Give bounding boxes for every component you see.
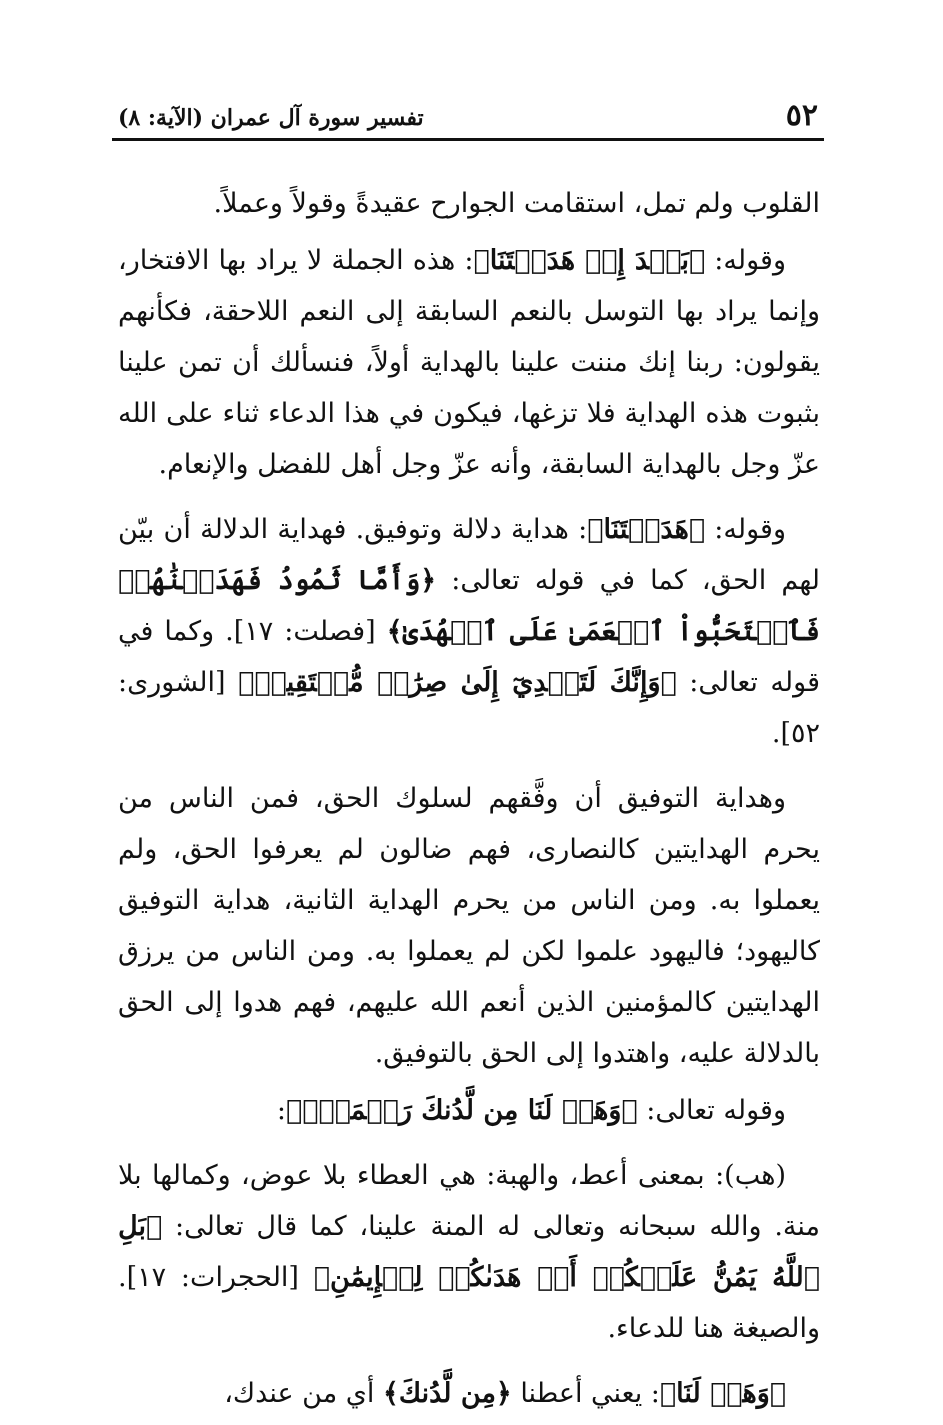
quran-verse: ﴿وَأَمَّا ثَمُودُ فَهَدَيۡنَٰهُمۡ فَٱسۡتَحَبُّواْ ٱلۡعَمَىٰ عَلَى ٱلۡهُدَىٰ﴾ bbox=[118, 565, 820, 647]
text-segment: : يعني أعطنا bbox=[511, 1378, 660, 1409]
quran-verse: ﴿وَإِنَّكَ لَتَهۡدِيٓ إِلَىٰ صِرَٰطٖ مُّسۡتَقِيمٖ﴾ bbox=[238, 667, 677, 698]
page-number: ٥٢ bbox=[785, 98, 818, 133]
text-segment: أي من عندك، bbox=[224, 1378, 383, 1409]
text-segment: : هداية دلالة وتوفيق. فهداية الدلالة أن بيّن لهم الحق، كما في قوله تعالى: bbox=[118, 514, 820, 596]
text-segment: : هذه الجملة لا يراد بها الافتخار، وإنما يراد بها التوسل بالنعم السابقة إلى النعم اللاحقة، فكأنهم يقولون: ربنا إنك مننت علينا بالهداية أولاً، فنسألك أن تمن علينا بثبوت هذه الهداية فلا تزغها، فيكون في هذا الدعاء ثناء على الله عزّ وجل بالهداية السابقة، وأنه عزّ وجل أهل للفضل والإنعام. bbox=[118, 245, 820, 480]
quran-verse: ﴿هَدَيۡتَنَا﴾ bbox=[587, 514, 706, 545]
text-segment: : bbox=[276, 1095, 286, 1126]
text-segment: (هب): بمعنى أعط، والهبة: هي العطاء بلا عوض، وكمالها بلا منة. والله سبحانه وتعالى له المنة علينا، كما قال تعالى: bbox=[118, 1160, 820, 1242]
text-segment: [فصلت: ١٧]. وكما في قوله تعالى: bbox=[118, 616, 820, 698]
text-segment: وقوله: bbox=[705, 245, 786, 276]
paragraph-4 bbox=[118, 773, 820, 1079]
text-segment: [الشورى: ٥٢]. bbox=[118, 667, 820, 749]
paragraph-3 bbox=[118, 504, 820, 759]
paragraph-2 bbox=[118, 235, 820, 490]
page-header bbox=[118, 96, 818, 136]
running-title: تفسير سورة آل عمران (الآية: ٨) bbox=[118, 105, 424, 131]
text-segment: وقوله تعالى: bbox=[637, 1095, 786, 1126]
paragraph-5 bbox=[118, 1085, 820, 1136]
text-segment: وهداية التوفيق أن وفَّقهم لسلوك الحق، فمن الناس من يحرم الهدايتين كالنصارى، فهم ضالون لم يعرفوا الحق، ولم يعملوا به. ومن الناس من يحرم الهداية الثانية، هداية التوفيق كاليهود؛ فاليهود علموا لكن لم يعملوا به. ومن الناس من يرزق الهدايتين كالمؤمنين الذين أنعم الله عليهم، فهم هدوا إلى الحق بالدلالة عليه، واهتدوا إلى الحق بالتوفيق. bbox=[118, 783, 820, 1069]
quran-verse: ﴿مِن لَّدُنكَ﴾ bbox=[383, 1378, 512, 1409]
paragraph-6 bbox=[118, 1150, 820, 1354]
quran-verse: ﴿بَلِ ٱللَّهُ يَمُنُّ عَلَيۡكُمۡ أَنۡ هَدَىٰكُمۡ لِلۡإِيمَٰنِ﴾ bbox=[118, 1211, 820, 1293]
header-rule bbox=[112, 138, 824, 141]
text-segment: وقوله: bbox=[705, 514, 786, 545]
page-body bbox=[118, 178, 820, 1425]
quran-verse: ﴿وَهَبۡ لَنَا﴾ bbox=[659, 1378, 786, 1409]
quran-verse: ﴿بَعۡدَ إِذۡ هَدَيۡتَنَا﴾ bbox=[473, 245, 706, 276]
paragraph-7 bbox=[118, 1368, 820, 1419]
text-segment: [الحجرات: ١٧]. والصيغة هنا للدعاء. bbox=[118, 1262, 820, 1344]
quran-verse: ﴿وَهَبۡ لَنَا مِن لَّدُنكَ رَحۡمَةًۚ﴾ bbox=[286, 1095, 638, 1126]
paragraph-1 bbox=[118, 178, 820, 229]
text-segment: القلوب ولم تمل، استقامت الجوارح عقيدةً وقولاً وعملاً. bbox=[213, 188, 820, 219]
